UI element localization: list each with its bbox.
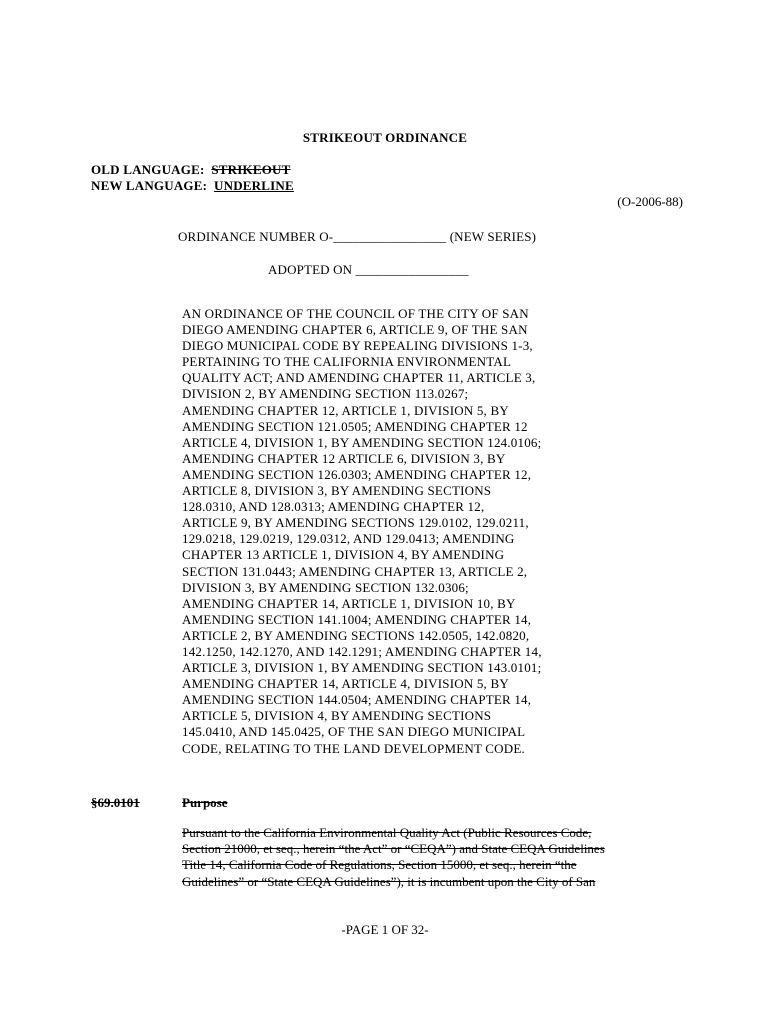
- description-line: ARTICLE 2, BY AMENDING SECTIONS 142.0505, 142.0820,: [182, 627, 530, 643]
- description-line: PERTAINING TO THE CALIFORNIA ENVIRONMENTAL: [182, 354, 512, 370]
- old-language-label: OLD LANGUAGE:: [91, 162, 205, 177]
- struck-text-line: Title 14, California Code of Regulations, Section 15000, et seq., herein “the: [182, 857, 577, 873]
- description-line: ARTICLE 5, DIVISION 4, BY AMENDING SECTIONS: [182, 708, 492, 724]
- description-line: AMENDING CHAPTER 14, ARTICLE 4, DIVISION 5, BY: [182, 676, 509, 692]
- section-number: §69.0101: [91, 795, 140, 810]
- description-line: DIVISION 2, BY AMENDING SECTION 113.0267;: [182, 386, 469, 402]
- old-language-legend: [91, 162, 290, 178]
- description-line: CHAPTER 13 ARTICLE 1, DIVISION 4, BY AMENDING: [182, 547, 505, 563]
- description-line: AMENDING SECTION 126.0303; AMENDING CHAPTER 12,: [182, 466, 532, 482]
- description-line: ARTICLE 3, DIVISION 1, BY AMENDING SECTION 143.0101;: [182, 660, 542, 676]
- description-line: AMENDING SECTION 144.0504; AMENDING CHAPTER 14,: [182, 692, 532, 708]
- section-title: Purpose: [182, 795, 228, 810]
- description-line: 142.1250, 142.1270, AND 142.1291; AMENDING CHAPTER 14,: [182, 643, 542, 659]
- description-line: QUALITY ACT; AND AMENDING CHAPTER 11, ARTICLE 3,: [182, 370, 536, 386]
- adopted-on-line: ADOPTED ON _________________: [268, 262, 469, 277]
- document-title: STRIKEOUT ORDINANCE: [302, 130, 468, 145]
- struck-paragraph: [182, 825, 682, 890]
- description-line: DIEGO AMENDING CHAPTER 6, ARTICLE 9, OF THE SAN: [182, 322, 528, 338]
- new-language-legend: [91, 178, 294, 194]
- description-line: AMENDING CHAPTER 12, ARTICLE 1, DIVISION 5, BY: [182, 402, 509, 418]
- struck-text-line: Guidelines” or “State CEQA Guidelines”), it is incumbent upon the City of San: [182, 873, 596, 889]
- description-line: DIEGO MUNICIPAL CODE BY REPEALING DIVISIONS 1-3,: [182, 338, 533, 354]
- page-footer: -PAGE 1 OF 32-: [341, 922, 429, 937]
- new-language-label: NEW LANGUAGE:: [91, 178, 208, 193]
- ordinance-number-line: ORDINANCE NUMBER O-_________________ (NEW SERIES): [178, 229, 537, 244]
- struck-text-line: Pursuant to the California Environmental Quality Act (Public Resources Code,: [182, 825, 592, 840]
- description-line: AMENDING SECTION 121.0505; AMENDING CHAPTER 12: [182, 418, 528, 434]
- description-line: ARTICLE 4, DIVISION 1, BY AMENDING SECTION 124.0106;: [182, 434, 542, 450]
- description-line: ARTICLE 8, DIVISION 3, BY AMENDING SECTIONS: [182, 483, 492, 499]
- description-line: AMENDING SECTION 141.1004; AMENDING CHAPTER 14,: [182, 611, 532, 627]
- description-line: AMENDING CHAPTER 12 ARTICLE 6, DIVISION 3, BY: [182, 450, 506, 466]
- new-language-value: UNDERLINE: [214, 178, 294, 193]
- description-line: 145.0410, AND 145.0425, OF THE SAN DIEGO MUNICIPAL: [182, 724, 526, 740]
- description-line: ARTICLE 9, BY AMENDING SECTIONS 129.0102, 129.0211,: [182, 515, 529, 531]
- description-line: CODE, RELATING TO THE LAND DEVELOPMENT CODE.: [182, 740, 525, 756]
- description-line: 128.0310, AND 128.0313; AMENDING CHAPTER 12,: [182, 499, 485, 515]
- ordinance-description: [182, 306, 612, 757]
- struck-text-line: Section 21000, et seq., herein “the Act” or “CEQA”) and State CEQA Guidelines: [182, 841, 605, 857]
- description-line: AN ORDINANCE OF THE COUNCIL OF THE CITY OF SAN: [182, 306, 529, 321]
- description-line: 129.0218, 129.0219, 129.0312, AND 129.0413; AMENDING: [182, 531, 515, 547]
- description-line: DIVISION 3, BY AMENDING SECTION 132.0306;: [182, 579, 469, 595]
- ordinance-reference-number: (O-2006-88): [617, 194, 683, 209]
- old-language-value: STRIKEOUT: [211, 162, 291, 177]
- description-line: SECTION 131.0443; AMENDING CHAPTER 13, ARTICLE 2,: [182, 563, 528, 579]
- description-line: AMENDING CHAPTER 14, ARTICLE 1, DIVISION 10, BY: [182, 595, 516, 611]
